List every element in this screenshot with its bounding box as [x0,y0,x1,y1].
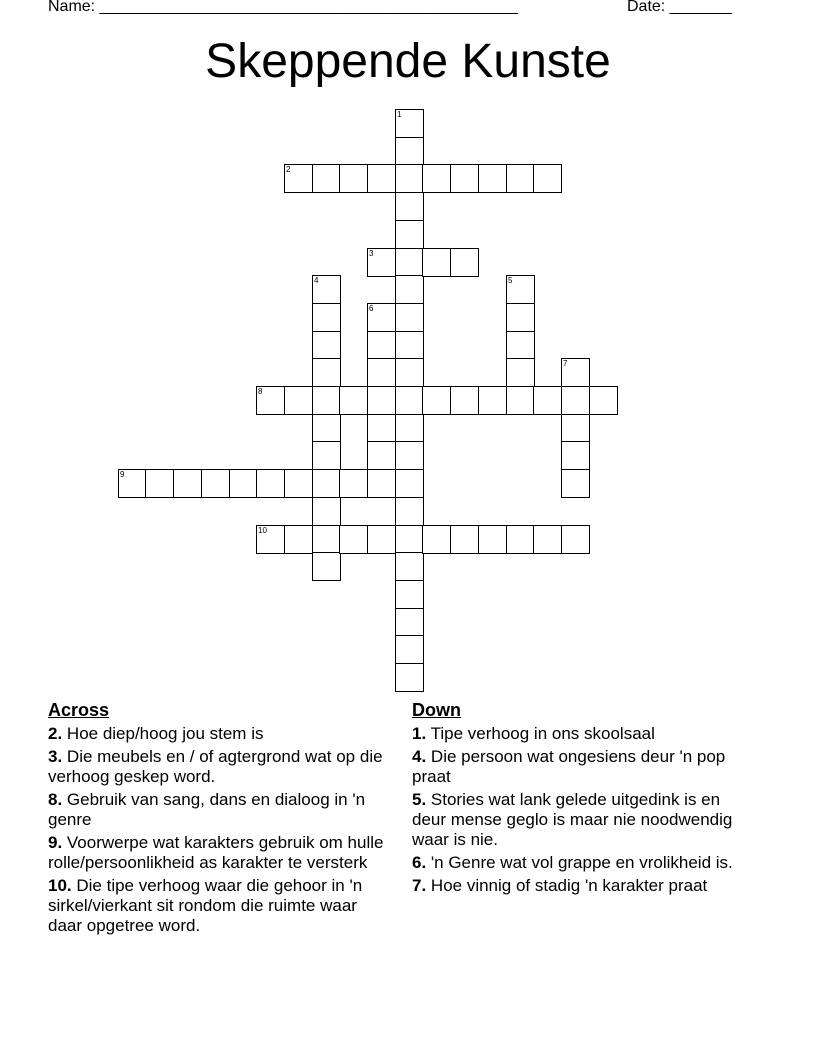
clue-text: Hoe vinnig of stadig 'n karakter praat [426,876,708,895]
crossword-cell[interactable] [589,386,618,415]
crossword-cell[interactable] [367,525,396,554]
clue-number: 1 [397,110,402,119]
crossword-cell[interactable] [450,164,479,193]
clue-number: 9 [120,470,125,479]
clue-number: 3 [369,249,374,258]
clue-number-label: 3. [48,747,63,766]
clue-number-label: 5. [412,790,427,809]
crossword-cell[interactable] [367,164,396,193]
crossword-cell[interactable] [450,248,479,277]
clue-text: Voorwerpe wat karakters gebruik om hulle rolle/persoonlikheid as karakter te versterk [48,833,384,872]
crossword-cell[interactable] [312,414,341,443]
crossword-cell[interactable] [312,303,341,332]
down-clue [412,747,742,787]
page-title: Skeppende Kunste [205,35,611,88]
date-field-label: Date: _______ [627,0,732,15]
crossword-cell[interactable] [312,497,341,526]
crossword-cell[interactable] [339,469,368,498]
clue-text: Tipe verhoog in ons skoolsaal [426,724,655,743]
crossword-cell[interactable] [312,275,341,304]
down-clue-list [412,724,742,896]
crossword-cell[interactable] [367,248,396,277]
crossword-cell[interactable] [422,164,451,193]
crossword-cell[interactable] [395,358,424,387]
crossword-cell[interactable] [339,525,368,554]
down-clues [412,700,742,899]
crossword-cell[interactable] [367,386,396,415]
clue-text: Die tipe verhoog waar die gehoor in 'n sirkel/vierkant sit rondom die ruimte waar daar opgetree word. [48,876,363,935]
crossword-cell[interactable] [395,552,424,581]
crossword-cell[interactable] [561,386,590,415]
across-clue [48,876,388,936]
across-clue [48,833,388,873]
clue-number-label: 4. [412,747,427,766]
clue-number: 6 [369,304,374,313]
clue-number-label: 8. [48,790,63,809]
clue-text: Hoe diep/hoog jou stem is [62,724,264,743]
crossword-cell[interactable] [312,331,341,360]
crossword-cell[interactable] [533,164,562,193]
crossword-cell[interactable] [422,248,451,277]
clue-text: Stories wat lank gelede uitgedink is en deur mense geglo is maar nie noodwendig waar is nie. [412,790,733,849]
crossword-cell[interactable] [533,386,562,415]
crossword-cell[interactable] [506,386,535,415]
clue-number: 2 [286,165,291,174]
crossword-cell[interactable] [395,469,424,498]
crossword-cell[interactable] [561,469,590,498]
crossword-cell[interactable] [339,164,368,193]
crossword-cell[interactable] [506,331,535,360]
clue-number-label: 1. [412,724,427,743]
clue-number: 5 [508,276,513,285]
crossword-cell[interactable] [284,386,313,415]
clue-text: Die persoon wat ongesiens deur 'n pop praat [412,747,726,786]
clue-text: Gebruik van sang, dans en dialoog in 'n genre [48,790,366,829]
crossword-cell[interactable] [506,275,535,304]
crossword-cell[interactable] [312,552,341,581]
crossword-cell[interactable] [284,469,313,498]
crossword-cell[interactable] [561,525,590,554]
crossword-cell[interactable] [312,164,341,193]
crossword-cell[interactable] [395,608,424,637]
crossword-cell[interactable] [533,525,562,554]
down-clue [412,853,742,873]
crossword-cell[interactable] [450,525,479,554]
crossword-cell[interactable] [367,414,396,443]
crossword-cell[interactable] [478,164,507,193]
clue-number: 7 [563,359,568,368]
clue-number: 8 [258,387,263,396]
crossword-cell[interactable] [395,663,424,692]
clue-number-label: 10. [48,876,72,895]
crossword-cell[interactable] [395,497,424,526]
crossword-cell[interactable] [201,469,230,498]
crossword-cell[interactable] [145,469,174,498]
down-clue [412,724,742,744]
crossword-cell[interactable] [367,358,396,387]
clue-number-label: 7. [412,876,427,895]
crossword-cell[interactable] [395,137,424,166]
clue-number: 4 [314,276,319,285]
crossword-cell[interactable] [256,386,285,415]
clue-number: 10 [258,526,267,535]
crossword-cell[interactable] [478,525,507,554]
crossword-cell[interactable] [367,469,396,498]
crossword-cell[interactable] [367,441,396,470]
crossword-cell[interactable] [284,525,313,554]
crossword-cell[interactable] [395,164,424,193]
crossword-cell[interactable] [395,580,424,609]
crossword-cell[interactable] [422,386,451,415]
crossword-cell[interactable] [339,386,368,415]
crossword-cell[interactable] [118,469,147,498]
crossword-cell[interactable] [478,386,507,415]
crossword-cell[interactable] [506,358,535,387]
crossword-cell[interactable] [229,469,258,498]
crossword-cell[interactable] [395,525,424,554]
crossword-cell[interactable] [173,469,202,498]
crossword-cell[interactable] [367,303,396,332]
crossword-cell[interactable] [312,525,341,554]
clue-number-label: 9. [48,833,63,852]
across-clue [48,747,388,787]
crossword-cell[interactable] [395,220,424,249]
across-clue [48,790,388,830]
across-clue [48,724,388,744]
crossword-cell[interactable] [312,469,341,498]
crossword-cell[interactable] [395,248,424,277]
crossword-cell[interactable] [422,525,451,554]
crossword-cell[interactable] [256,525,285,554]
across-heading: Across [48,700,110,720]
clue-number-label: 6. [412,853,427,872]
clue-text: 'n Genre wat vol grappe en vrolikheid is. [426,853,733,872]
crossword-cell[interactable] [395,275,424,304]
down-clue [412,876,742,896]
down-heading: Down [412,700,461,720]
crossword-cell[interactable] [312,386,341,415]
crossword-cell[interactable] [395,386,424,415]
clue-number-label: 2. [48,724,63,743]
crossword-cell[interactable] [312,358,341,387]
crossword-cell[interactable] [395,331,424,360]
crossword-cell[interactable] [561,414,590,443]
crossword-cell[interactable] [256,469,285,498]
clue-text: Die meubels en / of agtergrond wat op die verhoog geskep word. [48,747,383,786]
crossword-cell[interactable] [450,386,479,415]
crossword-cell[interactable] [312,441,341,470]
crossword-cell[interactable] [506,303,535,332]
crossword-cell[interactable] [367,331,396,360]
across-clue-list [48,724,388,936]
crossword-cell[interactable] [284,164,313,193]
crossword-cell[interactable] [506,164,535,193]
crossword-cell[interactable] [395,192,424,221]
across-clues [48,700,388,939]
name-field-label: Name: _______________________________________________ [48,0,518,15]
crossword-cell[interactable] [395,109,424,138]
crossword-cell[interactable] [395,303,424,332]
crossword-cell[interactable] [561,441,590,470]
crossword-cell[interactable] [395,414,424,443]
crossword-cell[interactable] [561,358,590,387]
crossword-cell[interactable] [395,441,424,470]
down-clue [412,790,742,850]
crossword-cell[interactable] [506,525,535,554]
crossword-cell[interactable] [395,635,424,664]
